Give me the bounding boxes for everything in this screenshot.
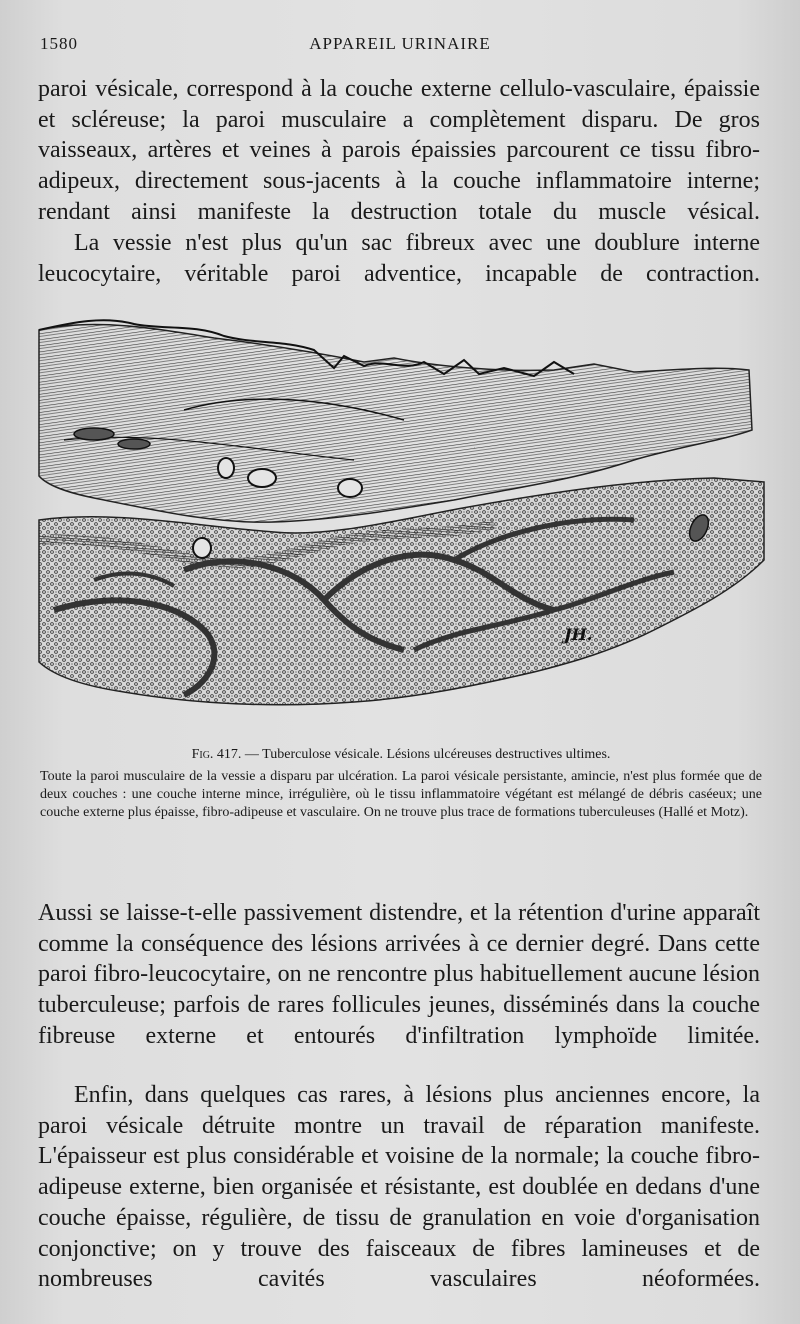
figure-title: — Tuberculose vésicale. Lésions ulcéreuses destructives ultimes.: [244, 747, 611, 762]
paragraph-bottom-1: Aussi se laisse-t-elle passivement distendre, et la rétention d'urine apparaît comme la conséquence des lésions arrivées à ce dernier degré. Dans cette paroi fibro-leucocytaire, on ne rencontre plus habituellement aucune lésion tuberculeuse; parfois de rares follicules jeunes, disséminés dans la couche fibreuse externe et entourés d'infiltration lymphoïde limitée.: [38, 900, 760, 1049]
histology-figure: [34, 310, 774, 720]
running-title: APPAREIL URINAIRE: [309, 34, 491, 53]
engraver-mark: JH.: [564, 625, 593, 644]
paragraph-bottom-2: Enfin, dans quelques cas rares, à lésions plus anciennes encore, la paroi vésicale détruite montre un travail de réparation manifeste. L'épaisseur est plus considérable et voisine de la normale; la couche fibro-adipeuse externe, bien organisée et résistante, est doublée en dedans d'une couche épaisse, régulière, de tissu de granulation en voie d'organisation conjonctive; on y trouve des faisceaux de fibres lamineuses et de nombreuses cavités vasculaires néoformées.: [38, 1082, 760, 1293]
page-number: 1580: [40, 34, 78, 53]
figure-caption-title: [40, 746, 762, 764]
page-header: [40, 34, 760, 58]
histology-illustration: [34, 310, 774, 720]
figure-caption-body: Toute la paroi musculaire de la vessie a disparu par ulcération. La paroi vésicale persistante, amincie, n'est plus formée que de deux couches : une couche interne mince, irrégulière, où le tissu inflammatoire végétant est mélangé de débris caséeux; une couche externe plus épaisse, fibro-adipeuse et vasculaire. On ne trouve plus trace de formations tuberculeuses (Hallé et Motz).: [40, 769, 762, 820]
paragraph-top-2: La vessie n'est plus qu'un sac fibreux avec une doublure interne leucocytaire, véritable paroi adventice, incapable de contraction.: [38, 230, 760, 287]
paragraph-top-1: paroi vésicale, correspond à la couche externe cellulo-vasculaire, épaissie et scléreuse; la paroi musculaire a complètement disparu. De gros vaisseaux, artères et veines à parois épaissies parcourent ce tissu fibro-adipeux, directement sous-jacents à la couche inflammatoire interne; rendant ainsi manifeste la destruction totale du muscle vésical.: [38, 76, 760, 225]
figure-label: Fig. 417.: [191, 747, 242, 762]
